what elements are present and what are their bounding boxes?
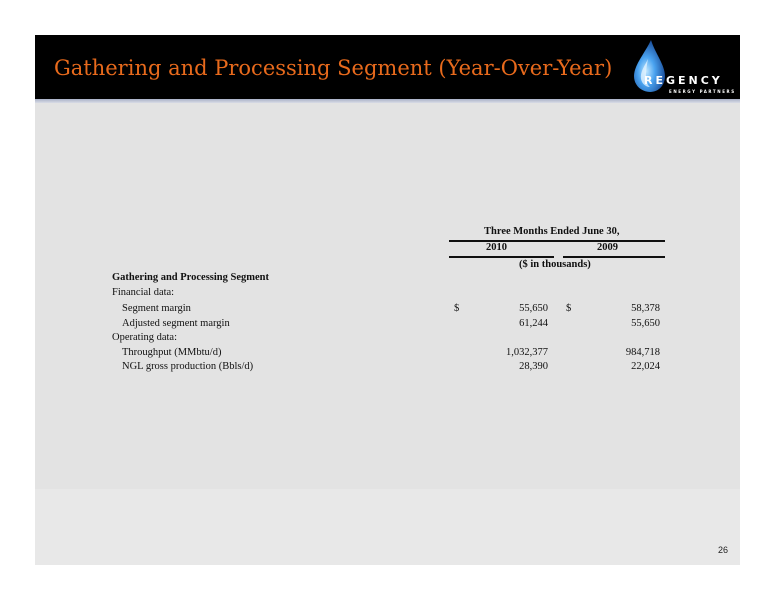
table-row (35, 332, 740, 346)
value-2009: 55,650 (631, 318, 660, 329)
slide-header (35, 35, 740, 99)
value-2010: 61,244 (519, 318, 548, 329)
row-label: Throughput (MMbtu/d) (122, 347, 222, 358)
value-2010: 28,390 (519, 361, 548, 372)
column-rule-2010 (449, 256, 554, 258)
column-rule-2009 (563, 256, 665, 258)
logo-tagline: ENERGY PARTNERS (669, 89, 736, 94)
table-row (35, 347, 740, 361)
table-row (35, 287, 740, 301)
value-2010: 1,032,377 (506, 347, 548, 358)
table-row (35, 303, 740, 317)
value-2010: 55,650 (519, 303, 548, 314)
slide-title: Gathering and Processing Segment (Year-Over-Year) (54, 56, 613, 80)
row-label: Operating data: (112, 332, 178, 343)
row-label: Adjusted segment margin (122, 318, 230, 329)
period-header: Three Months Ended June 30, (484, 226, 620, 237)
regency-logo (627, 37, 737, 99)
currency-symbol: $ (566, 303, 572, 314)
footer-band (35, 489, 740, 565)
row-label: NGL gross production (Bbls/d) (122, 361, 254, 372)
currency-symbol: $ (454, 303, 460, 314)
value-2009: 22,024 (631, 361, 660, 372)
row-label: Segment margin (122, 303, 191, 314)
units-label: ($ in thousands) (519, 259, 591, 270)
row-label: Financial data: (112, 287, 175, 298)
section-title: Gathering and Processing Segment (112, 272, 270, 283)
table-row (35, 361, 740, 375)
column-header-2009: 2009 (597, 242, 618, 253)
column-header-2010: 2010 (486, 242, 507, 253)
value-2009: 58,378 (631, 303, 660, 314)
page-number: 26 (717, 545, 728, 555)
slide (35, 35, 740, 565)
table-row (35, 318, 740, 332)
value-2009: 984,718 (625, 347, 660, 358)
period-header-rule (449, 240, 665, 242)
logo-name: REGENCY (644, 74, 723, 87)
header-divider (35, 99, 740, 103)
